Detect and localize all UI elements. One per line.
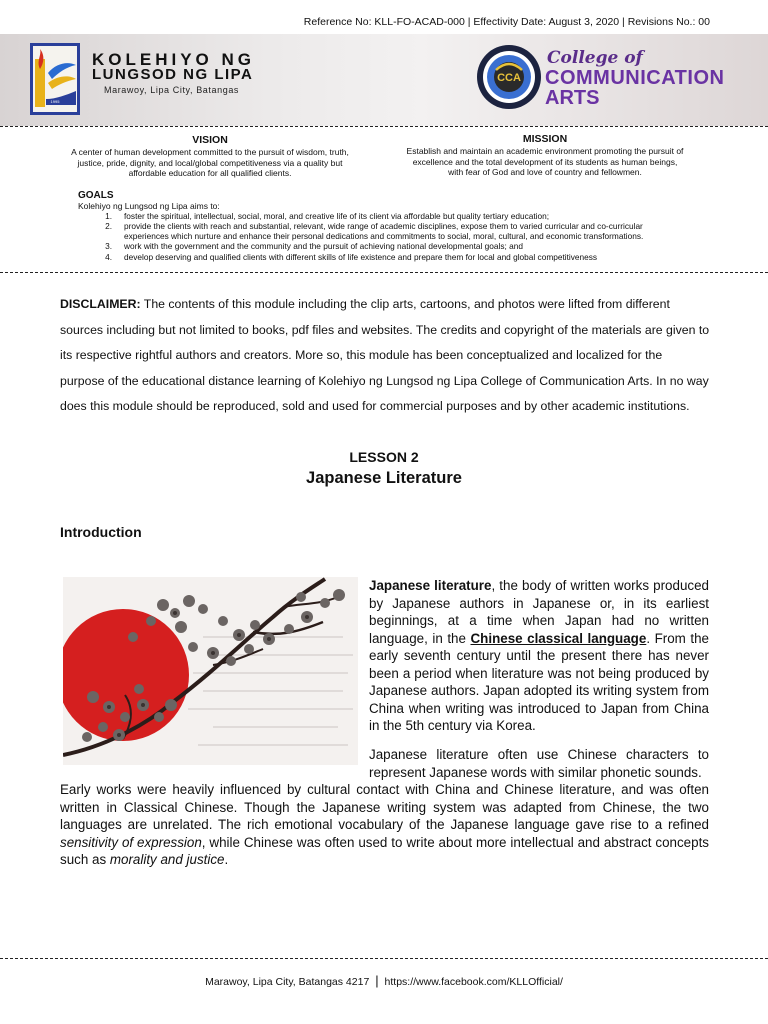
- school-name-line2: LUNGSOD NG LIPA: [92, 66, 254, 83]
- header-banner: [0, 34, 768, 126]
- intro-paragraph-1: Japanese literature, the body of written works produced by Japanese authors in Japanese or, in its earliest beginnings, at a time when Japan had no written language, in the Chinese classical language. From the early seventh century until the present there has never been a period when literature was not being produced by Japanese authors. Japan adopted its writing system from China when writing was introduced to Japan from China in the 5th century via Korea.: [369, 578, 709, 733]
- lesson-number: LESSON 2: [349, 449, 419, 465]
- link-chinese-classical-language[interactable]: Chinese classical language: [470, 630, 647, 646]
- school-name-line1: KOLEHIYO NG: [92, 50, 256, 69]
- footer-separator: |: [375, 973, 379, 988]
- mission-title: MISSION: [522, 133, 568, 145]
- footer-address: Marawoy, Lipa City, Batangas 4217: [205, 976, 370, 988]
- introduction-heading: Introduction: [60, 524, 142, 540]
- school-address: Marawoy, Lipa City, Batangas: [104, 85, 240, 95]
- college-name-line3: ARTS: [545, 87, 600, 109]
- vision-text: A center of human development committed to the pursuit of wisdom, truth, justice, pride, dignity, and local/global competitiveness via a quality but affordable education for all qualified clients.: [71, 147, 349, 178]
- disclaimer-label: DISCLAIMER:: [60, 297, 141, 311]
- svg-text:1995: 1995: [50, 99, 60, 104]
- emphasis-sensitivity: sensitivity of expression: [60, 834, 202, 850]
- kll-seal-icon: [30, 43, 80, 115]
- intro-paragraph-2: Early works were heavily influenced by cultural contact with China and Chinese literature, and was often written in Classical Chinese. Though the Japanese writing system was adapted from Chinese, the two languages are unrelated. The rich emotional vocabulary of the Japanese language gave rise to a refined sensitivity of expression, while Chinese was often used to write about more intellectual and abstract concepts such as morality and justice.: [60, 782, 709, 867]
- intro-paragraph-2-top: Japanese literature often use Chinese characters to represent Japanese words with similar phonetic sounds.: [369, 747, 709, 780]
- college-name-line2: COMMUNICATION: [545, 67, 725, 89]
- goals-divider: [0, 272, 768, 273]
- disclaimer-text: The contents of this module including the clip arts, cartoons, and photos were lifted from different sources including but not limited to books, pdf files and websites. The credits and copyright of the materials are given to its respective rightful authors and creators. More so, this module has been conceptualized and localized for the purpose of the educational distance learning of Kolehiyo ng Lungsod ng Lipa College of Communication Arts. In no way does this module should be reproduced, sold and used for commercial purposes and by other academic institutions.: [60, 297, 710, 413]
- emphasis-morality: morality and justice: [109, 852, 225, 867]
- cca-logo-text: CCA: [497, 72, 521, 84]
- header-divider: [0, 126, 768, 127]
- vision-title: VISION: [192, 134, 228, 146]
- cca-seal-icon: [476, 44, 542, 110]
- footer-url[interactable]: https://www.facebook.com/KLLOfficial/: [384, 976, 563, 988]
- college-of-label: College of: [547, 48, 643, 68]
- red-sun-cherry-blossom-illustration: [63, 577, 358, 765]
- lesson-title: Japanese Literature: [306, 469, 462, 487]
- goals-title: GOALS: [78, 190, 114, 201]
- goals-intro: Kolehiyo ng Lungsod ng Lipa aims to:: [78, 201, 220, 211]
- disclaimer-paragraph: [60, 292, 710, 420]
- reference-line: Reference No: KLL-FO-ACAD-000 | Effectivity Date: August 3, 2020 | Revisions No.: 00: [303, 16, 710, 28]
- mission-text: Establish and maintain an academic environment promoting the pursuit of excellence and the total development of its students as human beings, with fear of God and love of country and fellowmen.: [406, 146, 684, 177]
- footer-divider: [0, 958, 768, 959]
- footer: [0, 973, 768, 988]
- term-japanese-literature: Japanese literature: [369, 578, 492, 593]
